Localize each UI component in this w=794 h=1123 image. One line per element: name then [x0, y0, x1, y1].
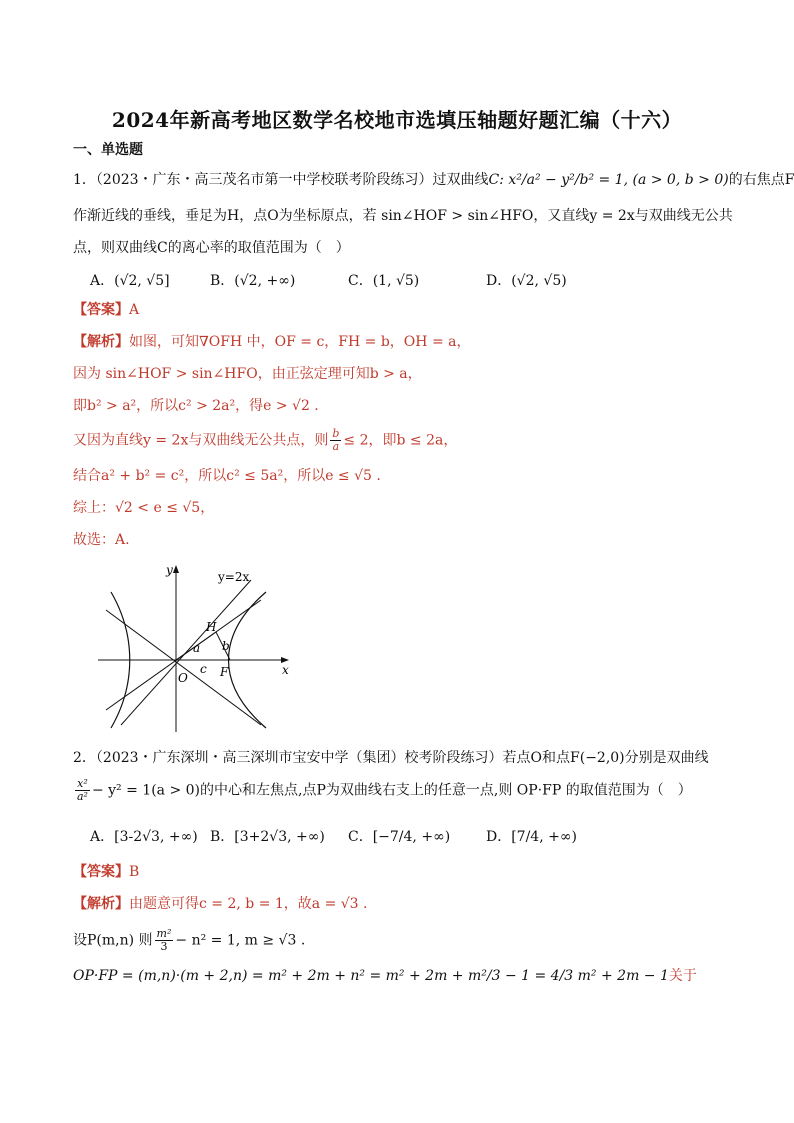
analysis-tag: 【解析】 — [73, 334, 129, 350]
analysis-text: 设P(m,n) 则 — [73, 932, 153, 949]
q1-answer — [73, 300, 139, 320]
answer-value: A — [129, 302, 140, 318]
q1-analysis-line-7: 故选：A. — [73, 532, 130, 548]
q1-analysis-line-4 — [73, 428, 457, 453]
document-title: 2024年新高考地区数学名校地市选填压轴题好题汇编（十六） — [111, 108, 683, 132]
hyperbola-figure — [96, 560, 296, 735]
label-f: F — [220, 665, 229, 679]
analysis-math: OP·FP = (m,n)·(m + 2,n) = m² + 2m + n² = m² + 2m + m²/3 − 1 = 4/3 m² + 2m − 1 — [73, 968, 669, 984]
analysis-text: 关于 — [668, 968, 697, 984]
q1-stem-line-3: 点，则双曲线C的离心率的取值范围为（ ） — [73, 240, 350, 256]
analysis-tag: 【解析】 — [73, 896, 129, 912]
analysis-text: 如图，可知∇OFH 中，OF = c，FH = b，OH = a， — [129, 334, 471, 350]
q1-analysis-line-2: 因为 sin∠HOF > sin∠HFO，由正弦定理可知b > a， — [73, 366, 422, 382]
fraction-x2-over-a2: $\frac{\text{x²}}{\text{a²}}$ — [77, 777, 88, 803]
q2-stem-text: − y² = 1(a > 0)的中心和左焦点,点P为双曲线右支上的任意一点,则 OP·FP 的取值范围为（ ） — [91, 782, 692, 799]
analysis-text: − n² = 1, m ≥ √3 . — [175, 932, 306, 949]
label-a: a — [193, 641, 201, 655]
label-c: c — [200, 662, 207, 676]
label-b: b — [222, 639, 230, 653]
q2-option-a: A．[3-2√3, +∞) — [90, 829, 198, 845]
q2-stem-line-1: 2．（2023・广东深圳・高三深圳市宝安中学（集团）校考阶段练习）若点O和点F(−2,0)分别是双曲线 — [73, 750, 709, 766]
analysis-text: 由题意可得c = 2, b = 1，故a = √3 . — [129, 896, 368, 912]
q1-option-c: C．(1, √5) — [348, 273, 420, 289]
q1-stem-line-2: 作渐近线的垂线，垂足为H，点O为坐标原点，若 sin∠HOF > sin∠HFO，又直线y = 2x与双曲线无公共 — [73, 208, 733, 224]
q2-option-c: C．[−7/4, +∞) — [348, 829, 451, 845]
q1-option-b: B．(√2, +∞) — [210, 273, 296, 289]
q2-analysis-line-3 — [73, 966, 697, 986]
label-y: y — [166, 563, 173, 577]
q2-answer — [73, 862, 139, 882]
q1-analysis-line-6: 综上：√2 < e ≤ √5， — [73, 500, 215, 516]
q1-analysis-line-1 — [73, 332, 470, 352]
q1-stem-math: C: x²/a² − y²/b² = 1, (a > 0, b > 0) — [488, 172, 729, 188]
answer-tag: 【答案】 — [73, 302, 129, 318]
y-axis-arrow — [173, 565, 179, 573]
q1-option-a: A．(√2, √5] — [90, 273, 170, 289]
fraction-m2-over-3: $\frac{\text{m²}}{3}$ — [156, 927, 172, 953]
q2-option-d: D．[7/4, +∞) — [486, 829, 577, 845]
answer-value: B — [129, 864, 140, 880]
q2-analysis-line-2 — [73, 928, 305, 953]
q1-stem-text: 1．（2023・广东・高三茂名市第一中学校联考阶段练习）过双曲线 — [73, 172, 489, 188]
q2-option-b: B．[3+2√3, +∞) — [210, 829, 325, 845]
analysis-text: ≤ 2，即b ≤ 2a， — [343, 432, 458, 449]
q1-stem-tail: 的右焦点F — [728, 172, 794, 188]
q1-analysis-line-5: 结合a² + b² = c²，所以c² ≤ 5a²，所以e ≤ √5 . — [73, 468, 381, 484]
q1-stem-line-1 — [73, 170, 794, 190]
answer-tag: 【答案】 — [73, 864, 129, 880]
q2-analysis-line-1 — [73, 894, 368, 914]
label-line: y=2x — [218, 570, 250, 584]
q1-analysis-line-3: 即b² > a²，所以c² > 2a²，得e > √2 . — [73, 398, 319, 414]
label-x: x — [282, 663, 289, 677]
q2-stem-line-2 — [73, 778, 692, 803]
label-o: O — [178, 671, 188, 685]
analysis-text: 又因为直线y = 2x与双曲线无公共点，则 — [73, 432, 329, 449]
fraction-b-over-a: $\frac{b}{a}$ — [332, 427, 340, 453]
section-heading: 一、单选题 — [73, 142, 143, 158]
label-h: H — [206, 620, 217, 634]
q1-option-d: D．(√2, √5) — [486, 273, 567, 289]
